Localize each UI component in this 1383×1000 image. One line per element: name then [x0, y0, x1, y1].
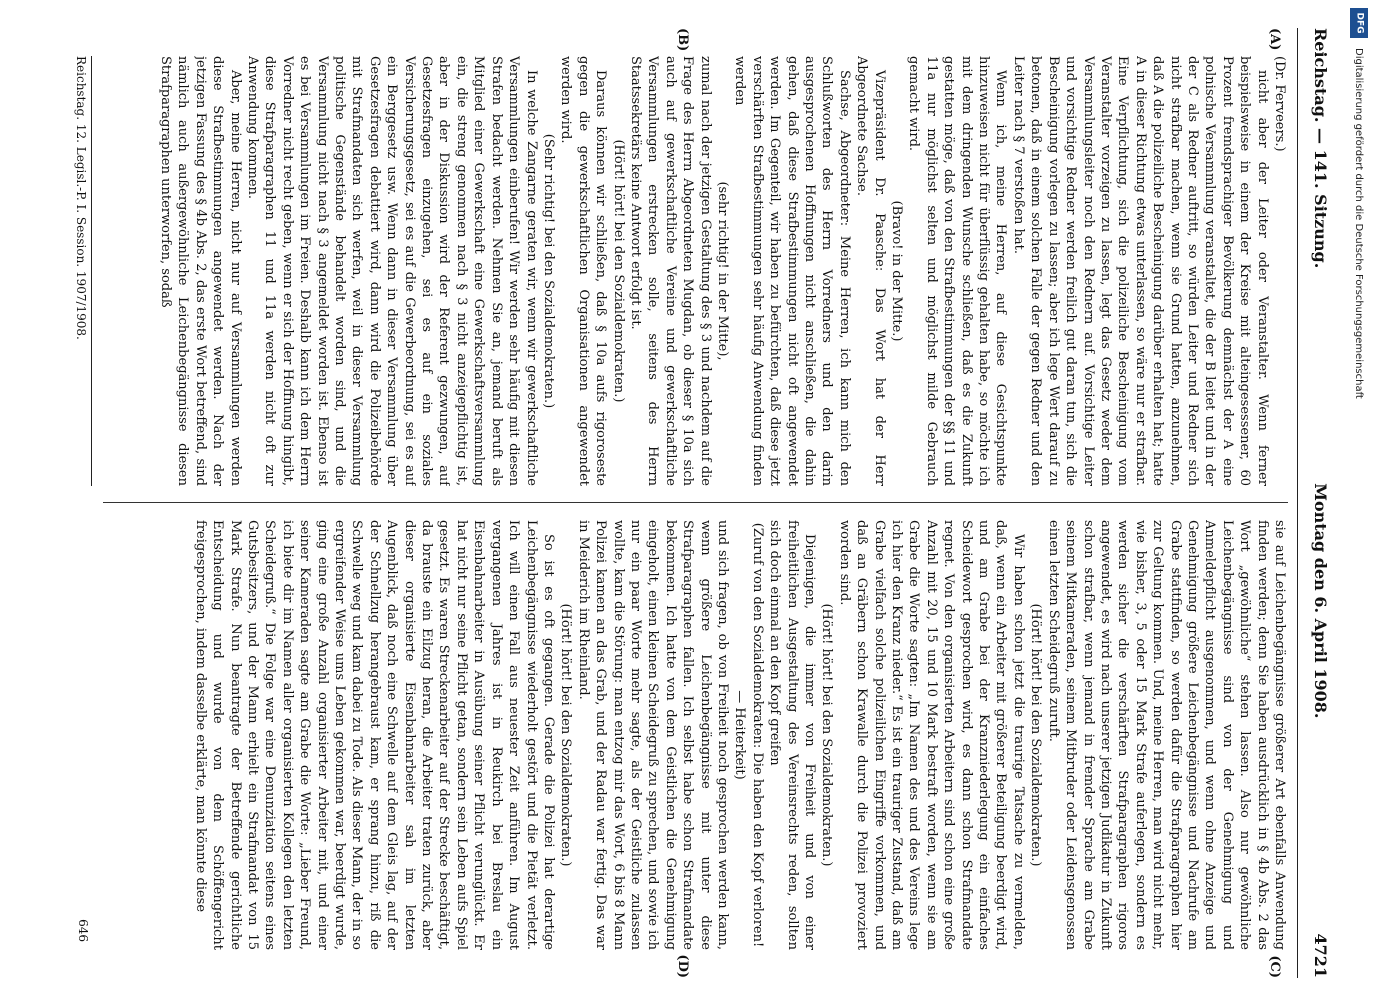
interjection: (Hört! hört! bei den Sozialdemokraten.) [610, 139, 626, 403]
paragraph: Wenn ich, meine Herren, auf diese Gesichtspunkte hinzuweisen nicht für überflüssig gehalten habe, so möchte ich mit dem dringenden Wunsche schließen, daß es die Zukunft gestatten möge, daß von den Strafbestimmungen der §§ 11 und 11a nur möglichst selten und möglichst milde Gebrauch gemacht wird. [906, 56, 1009, 486]
interjection: (Zuruf von den Sozialdemokraten: Die haben den Kopf verloren! — Heiterkeit) [732, 522, 765, 948]
header-center: Montag den 6. April 1908. [1311, 483, 1330, 719]
chair-statement: Vizepräsident Dr. Paasche: Das Wort hat der Herr Abgeordnete Sachse. [854, 56, 887, 486]
paragraph: zumal nach der jetzigen Gestaltung des § 3 und nachdem auf die Frage des Herrn Abgeordneten Mugdan, ob dieser § 10a sich auch auf gewerkschaftliche Vereine und gewerkschaftliche Versammlungen erstrecken solle, seitens des Herrn Staatssekretärs keine Antwort erfolgt ist. [627, 56, 713, 486]
sheet-number: 646 [76, 919, 90, 942]
paragraph: sie auf Leichenbegängnisse größerer Art ebenfalls Anwendung finden werden; denn Sie haben ausdrücklich in § 4b Abs. 2 das Wort „gewöhnliche“ stehen lassen. Also nur gewöhnliche Leichenbegängnisse sind von der Genehmigung und Anmeldepflicht ausgenommen, und wenn ohne Anzeige und Genehmigung größere Leichenbegängnisse und Nachrufe am Grabe stattfinden, so werden dafür die Strafparagraphen hier zur Geltung kommen. Und, meine Herren, man wird nicht mehr, wie bisher, 3, 5 oder 15 Mark Strafe auferlegen, sondern es werden sicher die verschärften Strafparagraphen rigoros angewendet, es wird nach unserer jetzigen Judikatur in Zukunft schon strafbar, wenn jemand in fremder Sprache am Grabe seinem Mitkameraden, seinem Mitbruder oder Leidensgenossen einen letzten Scheidegruß zuruft. [1045, 520, 1287, 950]
margin-mark-b: (B) [675, 28, 690, 52]
column-divider [103, 502, 1288, 503]
paragraph: Sachse, Abgeordneter: Meine Herren, ich kann mich den Schlußworten des Herrn Vorredners und den darin ausgesprochenen Hoffnungen nicht anschließen, die dahin gehen, daß diese Strafbestimmungen nicht oft angewendet werden. Im Gegenteil, wir haben zu befürchten, daß diese jetzt verschärften Strafbestimmungen sehr häufig Anwendung finden werden [732, 56, 852, 486]
interjection: (Hört! hört! bei den Sozialdemokraten.) [558, 603, 574, 867]
interjection: (Hört! hört! bei den Sozialdemokraten.) [1028, 603, 1044, 867]
paragraph: und sich fragen, ob von Freiheit noch gesprochen werden kann, wenn größere Leichenbegängnisse mit unter diese Strafparagraphen fallen. Ich selbst habe schon Strafmandate bekommen. Ich hatte von dem Geistlichen die Genehmigung eingeholt, einen kleinen Scheidegruß zu sprechen, und sowie ich nur ein paar Worte mehr sagte, als der Geistliche zulassen wollte, kam die Störung: man entzog mir das Wort, 6 bis 8 Mann Polizei kamen an das Grab, und der Radau war fertig. Das war in Meiderich im Rheinland. [575, 520, 730, 950]
interjection: (Bravo! in der Mitte.) [889, 200, 905, 342]
header-rule [1297, 28, 1298, 978]
speaker-continued: (Dr. Ferveers.) [1272, 56, 1287, 152]
right-column [98, 520, 1288, 950]
paragraph: nicht aber der Leiter oder Veranstalter. Wenn ferner beispielsweise in einem der Kreise mit alteingesessener, 60 Prozent fremdsprachiger Bevölkerung demnächst der A eine polnische Versammlung veranstaltet, die der B leitet und in der der C als Redner auftritt, so würden Leiter und Redner sich nicht strafbar machen, wenn sie Grund hatten, anzunehmen, daß A die polizeiliche Bescheinigung darüber erhalten hat; hatte A in dieser Richtung etwas unterlassen, so wäre nur er strafbar. Eine Verpflichtung, sich die polizeiliche Bescheinigung vom Veranstalter vorzeigen zu lassen, legt das Gesetz weder dem Versammlungsleiter noch den Rednern auf. Vorsichtige Leiter und vorsichtige Redner werden freilich gut daran tun, sich die Bescheinigung vorlegen zu lassen; aber ich lege Wert darauf zu betonen, daß in einem solchen Falle der gegen Redner und den Leiter nach § 7 verstoßen hat. [1010, 56, 1270, 486]
page-footer: Reichstag. 12. Legisl.-P. I. Session. 1907/1908. [74, 56, 88, 340]
interjection: (Sehr richtig! bei den Sozialdemokraten.) [540, 133, 556, 409]
left-column [98, 56, 1288, 486]
interjection: (sehr richtig! in der Mitte), [715, 181, 730, 361]
dfg-badge-text: DFG [1354, 12, 1365, 34]
paragraph: Diejenigen, die immer von Freiheit und von einer freiheitlichen Ausgestaltung des Vereinsrechts reden, sollten sich doch einmal an den Kopf greifen [767, 520, 818, 950]
margin-mark-a: (A) [1267, 28, 1282, 51]
paragraph: So ist es oft gegangen. Gerade die Polizei hat derartige Leichenbegängnisse wiederholt gestört und die Pietät verletzt. Ich will einen Fall aus neuester Zeit anführen. Im August vergangenen Jahres ist in Reukirch bei Breslau ein Eisenbahnarbeiter in Ausübung seiner Pflicht verunglückt. Er hat nicht nur seine Pflicht getan, sondern sein Leben aufs Spiel gesetzt. Es waren Streckenarbeiter auf der Strecke beschäftigt, da brauste ein Eilzug heran, die Arbeiter traten zurück, aber dieser organisierte Eisenbahnarbeiter sah im letzten Augenblick, daß noch eine Schwelle auf dem Gleis lag, auf der der Schnellzug herangebraust kam, er sprang hinzu, riß die Schwelle weg und kam dabei zu Tode. Als dieser Mann, der in so ergreifender Weise ums Leben gekommen war, beerdigt wurde, ging eine große Anzahl organisierter Arbeiter mit, und einer seiner Kameraden sagte am Grabe die Worte: „Lieber Freund, ich biete dir im Namen aller organisierten Kollegen den letzten Scheidegruß.“ Die Folge war eine Denunziation seitens eines Gutsbesitzers, und der Mann erhielt ein Strafmandat von 15 Mark Strafe. Nun beantragte der Betreffende gerichtliche Entscheidung und wurde von dem Schöffengericht freigesprochen, indem dasselbe erklärte, man könnte diese [192, 520, 556, 950]
header-left: Reichstag. — 141. Sitzung. [1311, 28, 1330, 269]
rotated-document-page [35, 28, 1330, 978]
paragraph: Daraus können wir schließen, daß § 10a aufs rigoroseste gegen die gewerkschaftlichen Organisationen angewendet werden wird. [558, 56, 609, 486]
paragraph: Aber, meine Herren, nicht nur auf Versammlungen werden diese Strafbestimmungen angewendet werden. Nach der jetzigen Fassung des § 4b Abs. 2, das erste Wort betreffend, sind nämlich auch außergewöhnliche Leichenbegängnisse diesen Strafparagraphen unterworfen, sodaß [158, 56, 243, 486]
dfg-logo-badge [1350, 8, 1368, 38]
page-header [1300, 28, 1330, 978]
paragraph: In welche Zangarne geraten wir, wenn wir gewerkschaftliche Versammlungen einberufen! Wir werden sehr häufig mit diesen Strafen bedacht werden. Nehmen Sie an, jemand beruft als Mitglied einer Gewerkschaft eine Gewerkschaftsversammlung ein, die streng genommen nach § 3 nicht anzeigepflichtig ist, aber in der Diskussion wird der Referent gezwungen, auf Gesetzesfragen einzugehen, sei es auf ein soziales Versicherungsgesetz, sei es auf die Gewerbeordnung, sei es auf ein Berggesetz usw. Wenn dann in dieser Versammlung über Gesetzesfragen debattiert wird, dann wird die Polizeibehörde mit Strafmandaten sich werfen, weil in dieser Versammlung politische Gegenstände behandelt worden sind, und die Versammlung nicht nach § 3 angemeldet worden ist. Ebenso ist es bei Versammlungen im Freien. Deshalb kann ich dem Herrn Vorredner nicht recht geben, wenn er sich der Hoffnung hingibt, diese Strafparagraphen 11 und 11a werden nicht oft zur Anwendung kommen. [245, 56, 539, 486]
paragraph: Wir haben schon jetzt die traurige Tatsache zu vermelden, daß, wenn ein Arbeiter mit größerer Beteiligung beerdigt wird, und am Grabe bei der Kranzniederlegung ein einfaches Scheidewort gesprochen wird, es dann schon Strafmandate regnet. Von den organisierten Arbeitern sind schon eine große Anzahl mit 20, 15 und 10 Mark bestraft worden, wenn sie am Grabe die Worte sagten: „Im Namen des und des Vereins lege ich hier den Kranz nieder.“ Es ist ein trauriger Zustand, daß am Grabe vielfach solche polizeilichen Eingriffe vorkommen, und daß an Gräbern schon Krawalle durch die Polizei provoziert worden sind. [836, 520, 1026, 950]
interjection: (Hört! hört! bei den Sozialdemokraten.) [819, 603, 835, 867]
margin-mark-c: (C) [1267, 955, 1282, 978]
footer-rule [91, 56, 92, 486]
digitization-credit: Digitalisierung gefördert durch die Deutsche Forschungsgemeinschaft [1353, 48, 1364, 399]
header-page-number: 4721 [1311, 933, 1330, 978]
margin-mark-d: (D) [675, 954, 690, 978]
